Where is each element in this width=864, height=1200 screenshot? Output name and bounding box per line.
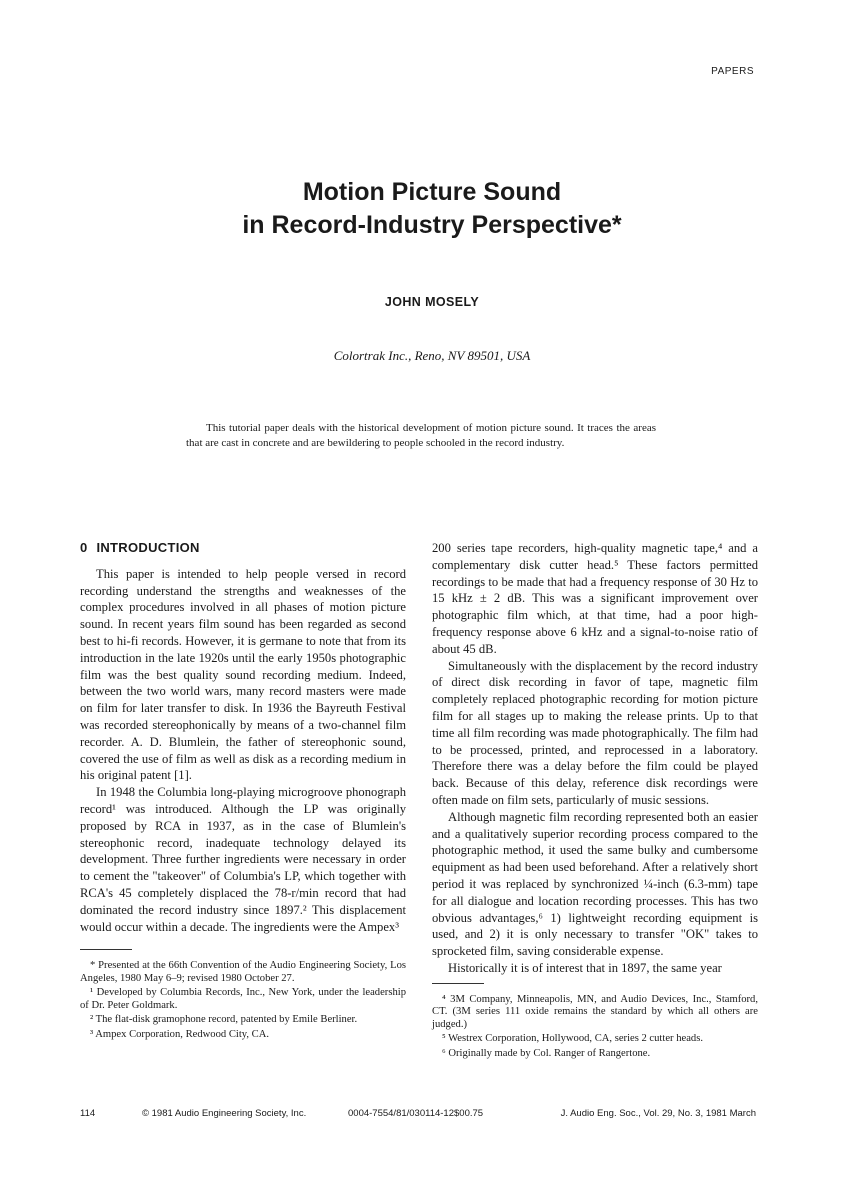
- author-affiliation: Colortrak Inc., Reno, NV 89501, USA: [333, 348, 531, 363]
- title-line-2: in Record-Industry Perspective*: [242, 211, 622, 239]
- section-number: 0: [80, 540, 88, 555]
- footnotes-left: [80, 960, 406, 1041]
- section-label: PAPERS: [711, 66, 754, 77]
- title-line-1: Motion Picture Sound: [302, 178, 562, 206]
- footnote: ⁴ 3M Company, Minneapolis, MN, and Audio Devices, Inc., Stamford, CT. (3M series 111 oxide remains the standard by which all others are judged.): [432, 993, 758, 1030]
- footnote: ³ Ampex Corporation, Redwood City, CA.: [90, 1028, 270, 1040]
- right-column: [432, 540, 758, 1062]
- body-paragraph: This paper is intended to help people versed in record recording understand the strengths and weaknesses of the complex procedures involved in all phases of motion picture sound. In recent years film sound has been regarded as second best to hi-fi records. However, it is germane to note that from its introduction in the late 1920s until the early 1950s photographic film was the best quality sound recording medium. Indeed, between the two world wars, many record masters were made on film for later transfer to disk. In 1936 the Bayreuth Festival was recorded stereophonically by means of a two-channel film recorder. A. D. Blumlein, the father of stereophonic sound, covered the use of film as well as disk as a recording medium in his original patent [1].: [80, 566, 406, 783]
- body-paragraph: 200 series tape recorders, high-quality magnetic tape,⁴ and a complementary disk cutter head.⁵ These factors permitted recordings to be made that had a frequency response of 30 Hz to 15 kHz ± 2 dB. This was a significant improvement over photographic film which, at that time, had a poor high-frequency response above 6 kHz and a signal-to-noise ratio of about 45 dB.: [432, 541, 758, 656]
- abstract: This tutorial paper deals with the historical development of motion picture sound. It traces the areas that are cast in concrete and are bewildering to people schooled in the record industry.: [186, 422, 656, 449]
- body-paragraph: Simultaneously with the displacement by the record industry of direct disk recording in favor of tape, magnetic film completely replaced photographic recording for motion picture film for all stages up to making the release prints. Up to that time all film recording was made photographically. The film had to be processed, printed, and reprocessed in a laboratory. Therefore there was a delay before the film could be played back. Because of this delay, reference disk recordings were often made on film sets, particularly of music sessions.: [432, 658, 758, 807]
- footnote: ¹ Developed by Columbia Records, Inc., New York, under the leadership of Dr. Peter Goldmark.: [80, 987, 406, 1011]
- page-number: 114: [80, 1108, 96, 1119]
- author-name: JOHN MOSELY: [384, 295, 480, 309]
- section-heading: [80, 540, 406, 557]
- footnote: ⁶ Originally made by Col. Ranger of Rangertone.: [442, 1047, 651, 1059]
- footnotes-right: [432, 994, 758, 1061]
- section-title: INTRODUCTION: [96, 540, 200, 555]
- article-code: 0004-7554/81/030114-12$00.75: [348, 1108, 484, 1119]
- body-paragraph: Historically it is of interest that in 1897, the same year: [448, 960, 722, 975]
- footnote: ⁵ Westrex Corporation, Hollywood, CA, series 2 cutter heads.: [442, 1033, 703, 1045]
- body-paragraph: Although magnetic film recording represented both an easier and a qualitatively superior recording process compared to the photographic method, it used the same bulky and cumbersome equipment as had been used beforehand. After a relatively short period it was replaced by synchronized ¼-inch (6.3-mm) tape for all dialogue and location recording processes. This has two obvious advantages,⁶ 1) lightweight recording equipment is used, and 2) it is only necessary to transfer "OK" takes to sprocketed film, saving considerable expense.: [432, 809, 758, 959]
- paper-title: [0, 176, 864, 242]
- footnote-divider: [80, 949, 132, 950]
- footnote: ² The flat-disk gramophone record, patented by Emile Berliner.: [90, 1014, 358, 1026]
- body-paragraph: In 1948 the Columbia long-playing microgroove phonograph record¹ was introduced. Although the LP was originally proposed by RCA in 1937, as in the case of Blumlein's stereophonic record, inadequate technology delayed its development. Three further ingredients were necessary in order to cement the "takeover" of Columbia's LP, which together with RCA's 45 completely displaced the 78-r/min record that had dominated the record industry since 1897.² This displacement would occur within a decade. The ingredients were the Ampex³: [80, 785, 406, 934]
- footnote: * Presented at the 66th Convention of the Audio Engineering Society, Los Angeles, 1980 May 6–9; revised 1980 October 27.: [80, 960, 406, 984]
- left-column: [80, 540, 406, 1043]
- footnote-divider: [432, 983, 484, 984]
- journal-citation: J. Audio Eng. Soc., Vol. 29, No. 3, 1981 March: [560, 1108, 756, 1119]
- copyright-notice: © 1981 Audio Engineering Society, Inc.: [142, 1108, 307, 1119]
